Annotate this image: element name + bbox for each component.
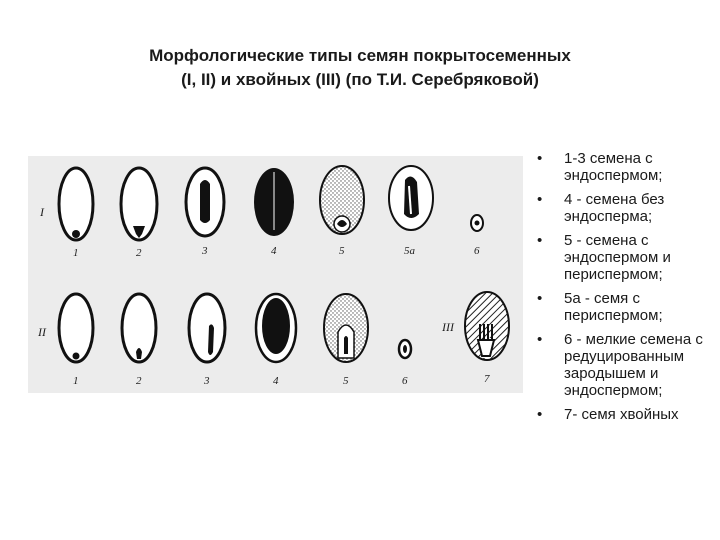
row2-number-1: 1 xyxy=(73,375,79,387)
row1-number-6: 6 xyxy=(474,245,480,257)
row-label-1: I xyxy=(40,205,44,219)
row1-number-5a: 5а xyxy=(404,245,415,257)
row2-number-2: 2 xyxy=(136,375,142,387)
title-line-1: Морфологические типы семян покрытосеменных xyxy=(149,46,571,65)
legend-item: • 6 - мелкие семена с редуцированным зародышем и эндоспермом; xyxy=(530,331,718,399)
row1-number-2: 2 xyxy=(136,247,142,259)
row1-number-4: 4 xyxy=(271,245,277,257)
legend-item: • 7- семя хвойных xyxy=(530,406,718,423)
seed-row1-6 xyxy=(471,215,483,231)
title-line-2: (I, II) и хвойных (III) (по Т.И. Серебряковой) xyxy=(181,70,539,89)
row2-number-7: 7 xyxy=(484,373,490,385)
seed-row2-6 xyxy=(399,340,411,358)
seed-row2-3 xyxy=(189,294,225,362)
legend-item: • 4 - семена без эндосперма; xyxy=(530,191,718,225)
seed-types-figure xyxy=(28,156,523,393)
legend-item: • 5 - семена с эндоспермом и периспермом; xyxy=(530,232,718,283)
row1-number-3: 3 xyxy=(202,245,208,257)
slide-title xyxy=(60,44,660,92)
row-label-3: III xyxy=(442,320,454,334)
legend-bullet-list xyxy=(530,150,718,430)
seed-row2-7 xyxy=(465,292,509,360)
row-label-2: II xyxy=(38,325,46,339)
row2-number-4: 4 xyxy=(273,375,279,387)
row1-number-1: 1 xyxy=(73,247,79,259)
row1-number-5: 5 xyxy=(339,245,345,257)
seed-row2-5 xyxy=(324,294,368,362)
seed-row1-3 xyxy=(186,168,224,236)
legend-item: • 5а - семя с периспермом; xyxy=(530,290,718,324)
seed-row2-2 xyxy=(122,294,156,362)
seed-row2-4 xyxy=(256,294,296,362)
seed-row1-4 xyxy=(254,168,294,236)
seed-row1-5 xyxy=(320,166,364,234)
seed-row1-5a xyxy=(389,166,433,230)
seed-row2-1 xyxy=(59,294,93,362)
legend-item: • 1-3 семена с эндоспермом; xyxy=(530,150,718,184)
seed-row1-2 xyxy=(121,168,157,240)
seed-diagram xyxy=(28,156,523,393)
row2-number-3: 3 xyxy=(204,375,210,387)
seed-row1-1 xyxy=(59,168,93,240)
row2-number-5: 5 xyxy=(343,375,349,387)
row2-number-6: 6 xyxy=(402,375,408,387)
